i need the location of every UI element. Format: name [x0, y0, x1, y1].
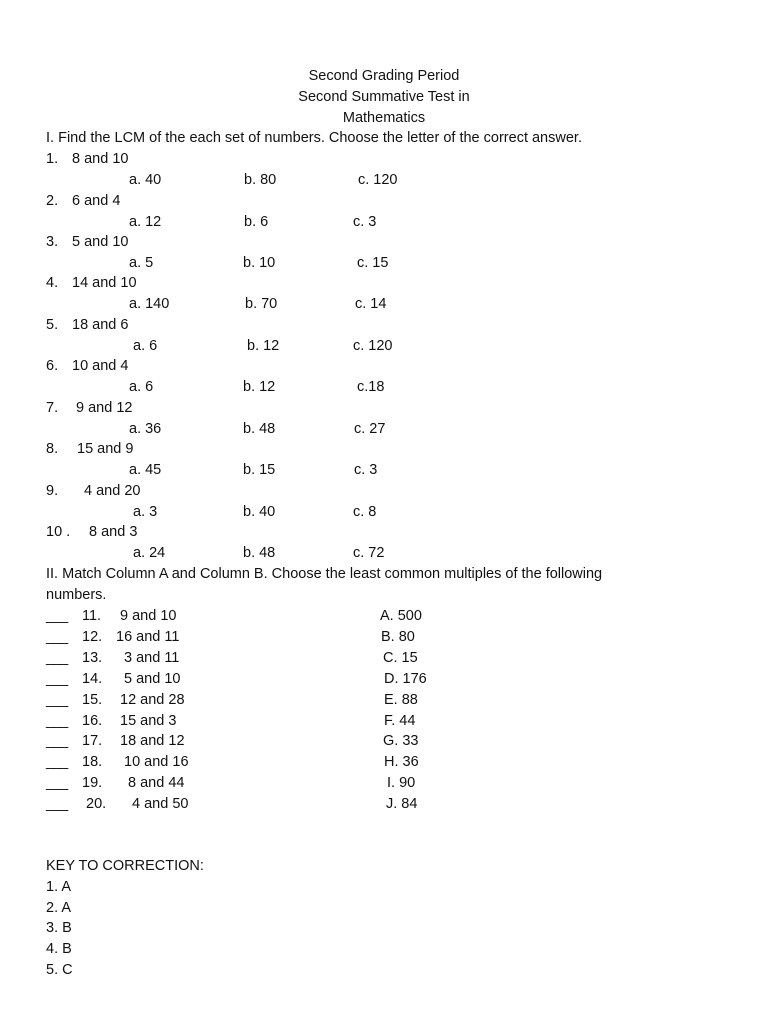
- item-number: 20.: [86, 796, 107, 812]
- item-question: 3 and 11: [124, 650, 180, 666]
- header-subject: Mathematics: [342, 110, 426, 126]
- choice-a: a. 3: [133, 504, 158, 520]
- choice-c: c. 120: [358, 172, 398, 188]
- item-question: 16 and 11: [116, 629, 180, 645]
- question-text: 9 and 12: [76, 400, 133, 416]
- choice-b: b. 70: [245, 296, 278, 312]
- choice-b: b. 12: [247, 338, 280, 354]
- key-answer: 2. A: [46, 900, 71, 916]
- choice-a: a. 5: [129, 255, 154, 271]
- choice-b: b. 6: [244, 214, 269, 230]
- item-number: 13.: [82, 650, 103, 666]
- answer-blank: ___: [46, 608, 68, 624]
- item-question: 10 and 16: [124, 754, 189, 770]
- answer-blank: ___: [46, 629, 68, 645]
- choice-c: c. 14: [355, 296, 387, 312]
- choice-c: c.18: [357, 379, 385, 395]
- choice-a: a. 6: [133, 338, 158, 354]
- column-b-answer: H. 36: [384, 754, 419, 770]
- question-number: 6.: [46, 358, 59, 374]
- choice-b: b. 40: [243, 504, 276, 520]
- item-number: 16.: [82, 713, 103, 729]
- question-text: 4 and 20: [84, 483, 141, 499]
- question-text: 8 and 3: [89, 524, 138, 540]
- key-title: KEY TO CORRECTION:: [46, 858, 204, 874]
- question-number: 8.: [46, 441, 59, 457]
- question-number: 1.: [46, 151, 59, 167]
- item-number: 19.: [82, 775, 103, 791]
- choice-c: c. 72: [353, 545, 385, 561]
- column-b-answer: A. 500: [380, 608, 422, 624]
- choice-a: a. 12: [129, 214, 162, 230]
- item-question: 5 and 10: [124, 671, 181, 687]
- choice-b: b. 48: [243, 545, 276, 561]
- column-b-answer: F. 44: [384, 713, 416, 729]
- choice-a: a. 36: [129, 421, 162, 437]
- question-number: 2.: [46, 193, 59, 209]
- choice-c: c. 27: [354, 421, 386, 437]
- answer-blank: ___: [46, 754, 68, 770]
- question-text: 15 and 9: [77, 441, 134, 457]
- choice-a: a. 140: [129, 296, 170, 312]
- question-text: 8 and 10: [72, 151, 129, 167]
- column-b-answer: J. 84: [386, 796, 418, 812]
- choice-b: b. 12: [243, 379, 276, 395]
- item-question: 8 and 44: [128, 775, 185, 791]
- part2-instruction-cont: numbers.: [46, 587, 107, 603]
- key-answer: 5. C: [46, 962, 73, 978]
- question-text: 18 and 6: [72, 317, 129, 333]
- item-number: 15.: [82, 692, 103, 708]
- question-text: 5 and 10: [72, 234, 129, 250]
- question-number: 7.: [46, 400, 59, 416]
- choice-c: c. 120: [353, 338, 393, 354]
- column-b-answer: I. 90: [387, 775, 416, 791]
- column-b-answer: E. 88: [384, 692, 418, 708]
- choice-a: a. 6: [129, 379, 154, 395]
- choice-c: c. 8: [353, 504, 377, 520]
- header-grading-period: Second Grading Period: [308, 68, 460, 84]
- question-text: 10 and 4: [72, 358, 129, 374]
- answer-blank: ___: [46, 796, 68, 812]
- choice-c: c. 15: [357, 255, 389, 271]
- part2-instruction: II. Match Column A and Column B. Choose the least common multiples of the following: [46, 566, 603, 582]
- question-number: 5.: [46, 317, 59, 333]
- question-number: 3.: [46, 234, 59, 250]
- part1-instruction: I. Find the LCM of the each set of numbers. Choose the letter of the correct answer.: [46, 130, 582, 146]
- item-number: 11.: [82, 608, 102, 624]
- choice-b: b. 15: [243, 462, 276, 478]
- question-text: 6 and 4: [72, 193, 121, 209]
- header-test-title: Second Summative Test in: [298, 89, 470, 105]
- choice-a: a. 40: [129, 172, 162, 188]
- answer-blank: ___: [46, 692, 68, 708]
- choice-c: c. 3: [353, 214, 377, 230]
- column-b-answer: C. 15: [383, 650, 418, 666]
- answer-blank: ___: [46, 671, 68, 687]
- item-number: 17.: [82, 733, 103, 749]
- key-answer: 4. B: [46, 941, 72, 957]
- choice-b: b. 10: [243, 255, 276, 271]
- answer-blank: ___: [46, 775, 68, 791]
- choice-a: a. 45: [129, 462, 162, 478]
- item-question: 9 and 10: [120, 608, 177, 624]
- item-question: 18 and 12: [120, 733, 185, 749]
- item-question: 4 and 50: [132, 796, 189, 812]
- choice-b: b. 80: [244, 172, 277, 188]
- answer-blank: ___: [46, 713, 68, 729]
- question-number: 4.: [46, 275, 59, 291]
- item-number: 14.: [82, 671, 103, 687]
- key-answer: 1. A: [46, 879, 71, 895]
- choice-c: c. 3: [354, 462, 378, 478]
- answer-blank: ___: [46, 733, 68, 749]
- question-number: 9.: [46, 483, 59, 499]
- question-number: 10 .: [46, 524, 71, 540]
- answer-blank: ___: [46, 650, 68, 666]
- key-answer: 3. B: [46, 920, 72, 936]
- item-number: 12.: [82, 629, 103, 645]
- item-question: 15 and 3: [120, 713, 177, 729]
- choice-b: b. 48: [243, 421, 276, 437]
- question-text: 14 and 10: [72, 275, 137, 291]
- choice-a: a. 24: [133, 545, 166, 561]
- column-b-answer: D. 176: [384, 671, 427, 687]
- column-b-answer: B. 80: [381, 629, 415, 645]
- item-number: 18.: [82, 754, 103, 770]
- column-b-answer: G. 33: [383, 733, 419, 749]
- item-question: 12 and 28: [120, 692, 185, 708]
